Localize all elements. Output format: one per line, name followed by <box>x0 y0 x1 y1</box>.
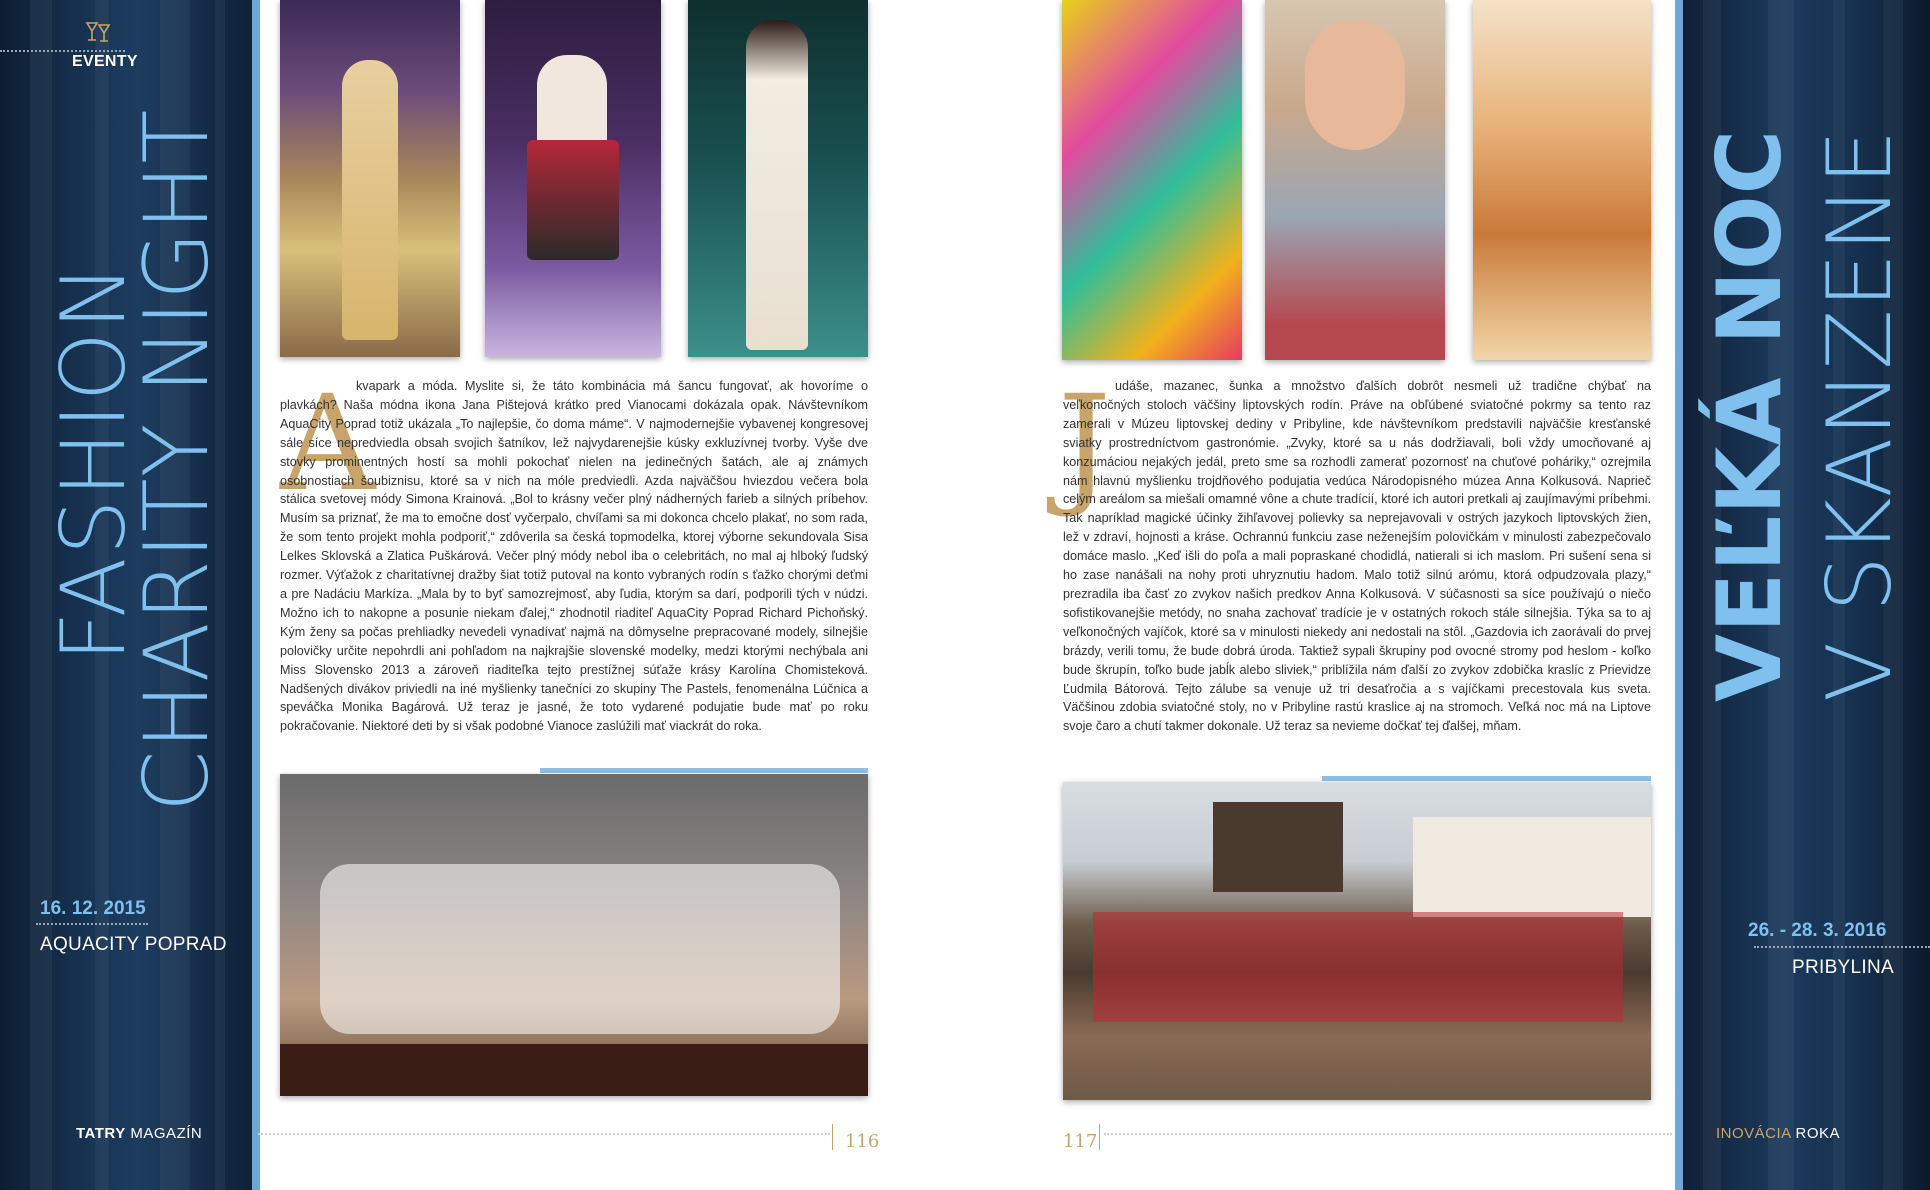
right-dropcap: J <box>1058 367 1111 521</box>
left-sidebar-edge <box>252 0 260 1190</box>
right-article-body: udáše, mazanec, šunka a množstvo ďalších dobrôt nesmeli už tradične chýbať na veľkonočných stoloch väčšiny liptovských rodín. Práve na obľúbené sviatočné pokrmy sa tento raz zamerali v Múzeu liptovskej dediny v Pribyline, kde návštevníkom predstavili najväčšie kresťanské sviatky prostredníctvom gastronómie. „Zvyky, ktoré sa u nás dodržiavali, boli vždy umocňované aj konzumáciou nejakých jedál, preto sme sa rozhodli zamerať pozornosť na chuťové poháriky,“ ozrejmila nám hlavnú myšlienku trojdňového podujatia vedúca Národopisného múzea Anna Kolkusová. Naprieč celým areálom sa miešali omamné vône a chute tradícií, ktoré ich autori pretkali aj zaujímavými príbehmi. Tak napríklad magické účinky žihľavovej polievky sa neprejavovali v ostrých jazykoch liptovských žien, lež v zdraví, hojnosti a kráse. Ochrannú funkciu zase neženejším polovičkám v minulosti zabezpečovalo domáce maslo. „Keď išli do poľa a mali popraskané chodidlá, natierali si ich maslom. Pri sušení sena si ho zase nanášali na nohy proti uhryznutiu hadom. Malo totiž silnú arómu, ktorá odpudzovala plazy,“ prezradila iba časť zo zvykov našich predkov Anna Kolkusová. V súčasnosti sa síce používajú o niečo sofistikovanejšie metódy, no snaha zachovať tradície je v ostatných rokoch stále silnejšia. Týka sa to aj veľkonočných vajíčok, ktoré sa v minulosti niekedy ani nedostali na stôl. „Gazdovia ich zaorávali do prvej brázdy, verili tomu, že bude dobrá úroda. Taktiež sypali škrupiny pod ovocné stromy pod heslom - koľko bude škrupín, toľko bude jabĺk alebo sliviek,“ priblížila nám ďalší zo zvykov zdobička kraslíc z Prievidze Ľudmila Bátorová. Tejto zálube sa venuje už tri desaťročia a s vajíčkami precestovala kus sveta. Väčšinou zdobia sviatočné stoly, no v Pribyline rastú kraslice aj na stromoch. Veľká noc má na Liptove svoje čaro a chutí takmer dokonale. Už teraz sa nevieme dočkať tej ďalšej, mňam. <box>1063 379 1651 734</box>
photo-folk-dancers-skanzen <box>1063 782 1651 1100</box>
right-footer-rule <box>1104 1133 1672 1135</box>
date-rule-right <box>1754 946 1930 948</box>
photo-folk-costume <box>485 0 661 357</box>
footer-brand <box>76 1125 202 1142</box>
event-date-right: 26. - 28. 3. 2016 <box>1748 920 1887 941</box>
footer-brand-right <box>1716 1125 1840 1142</box>
left-dropcap: A <box>280 367 376 521</box>
photo-boy-with-egg <box>1265 0 1445 360</box>
right-title-line2: V SKANZENE <box>1808 128 1911 702</box>
section-rule <box>0 50 125 52</box>
right-page-number: 117 <box>1063 1131 1098 1152</box>
date-rule <box>36 923 148 925</box>
footer-brand-name-right: ROKA <box>1795 1125 1841 1142</box>
right-title-line1: VEĽKÁ NOC <box>1698 128 1801 702</box>
right-sidebar-edge <box>1675 0 1683 1190</box>
cocktail-icon <box>84 20 112 44</box>
photo-easter-bread <box>1473 0 1651 360</box>
footer-brand-bold: TATRY <box>76 1125 126 1142</box>
footer-brand-accent: INOVÁCIA <box>1716 1125 1791 1142</box>
left-title-line2: CHARITY NIGHT <box>125 108 228 812</box>
left-title-line1: FASHION <box>42 262 145 662</box>
right-photo-accent-bar <box>1322 776 1651 781</box>
footer-brand-name: MAGAZÍN <box>130 1125 203 1142</box>
right-pagenum-divider <box>1099 1124 1100 1150</box>
photo-singer-white-dress <box>688 0 868 357</box>
left-photo-accent-bar <box>540 768 868 773</box>
left-pagenum-divider <box>832 1124 833 1150</box>
event-place: AQUACITY POPRAD <box>40 934 227 955</box>
event-date: 16. 12. 2015 <box>40 898 146 919</box>
photo-easter-eggs <box>1062 0 1242 360</box>
left-page-number: 116 <box>845 1131 880 1152</box>
section-label: EVENTY <box>72 53 138 70</box>
photo-children-angels <box>280 774 868 1096</box>
left-footer-rule <box>258 1133 830 1135</box>
left-article-body: kvapark a móda. Myslite si, že táto kombinácia má šancu fungovať, ak hovoríme o plavkách? Naša módna ikona Jana Pištejová krátko pred Vianocami dokázala opak. Návštevníkom AquaCity Poprad totiž ukázala „To najlepšie, čo doma máme“. V najmodernejšie vybavenej kongresovej sále síce nepredviedla obsah svojich šatníkov, lež najvydarenejšie kúsky exkluzívnej tvorby. Vyše dve stovky prominentných hostí sa mohli pokochať nielen na jedinečných šatách, ale aj známych osobnostiach šoubiznisu, ktoré sa v nich na móle predviedli. Azda najväčšou hviezdou večera bola stálica svetovej módy Simona Krainová. „Bol to krásny večer plný nádherných farieb a silných príbehov. Musím sa priznať, že ma to emočne dosť vyčerpalo, chvíľami sa mi dokonca chcelo plakať, no som rada, že som tento projekt mohla podporiť,“ zdôverila sa česká topmodelka, ktorej výborne sekundovala Sisa Lelkes Sklovská a Zlatica Puškárová. Večer plný módy nebol iba o celebritách, no mal aj hlboký ľudský rozmer. Výťažok z charitatívnej dražby šiat totiž putoval na konto vybraných rodín s ťažko chorými deťmi a pre Nadáciu Markíza. „Mala by to byť samozrejmosť, aby ľudia, ktorým sa darí, podporili tých v núdzi. Možno ich to nakopne a posunie niekam ďalej,“ zhodnotil riaditeľ AquaCity Poprad Richard Pichoňský. Kým ženy sa počas prehliadky nevedeli vynadívať najmä na dômyselne prepracované modely, silnejšie polovičky určite nepohrdli ani pohľadom na najkrajšie slovenské modelky, medzi ktorými nechýbala ani Miss Slovensko 2013 a zároveň riaditeľka tejto prestížnej súťaže krásy Karolína Chomisteková. Nadšených divákov priviedli na iné myšlienky tanečníci zo skupiny The Pastels, fenomenálna Lúčnica a speváčka Monika Bagárová. Už teraz je jasné, že toto vydarené podujatie bude mať po roku pokračovanie. Niektoré deti by si však podobné Vianoce zaslúžili mať viackrát do roka. <box>280 379 868 734</box>
photo-model-gold-dress <box>280 0 460 357</box>
event-place-right: PRIBYLINA <box>1792 957 1894 978</box>
